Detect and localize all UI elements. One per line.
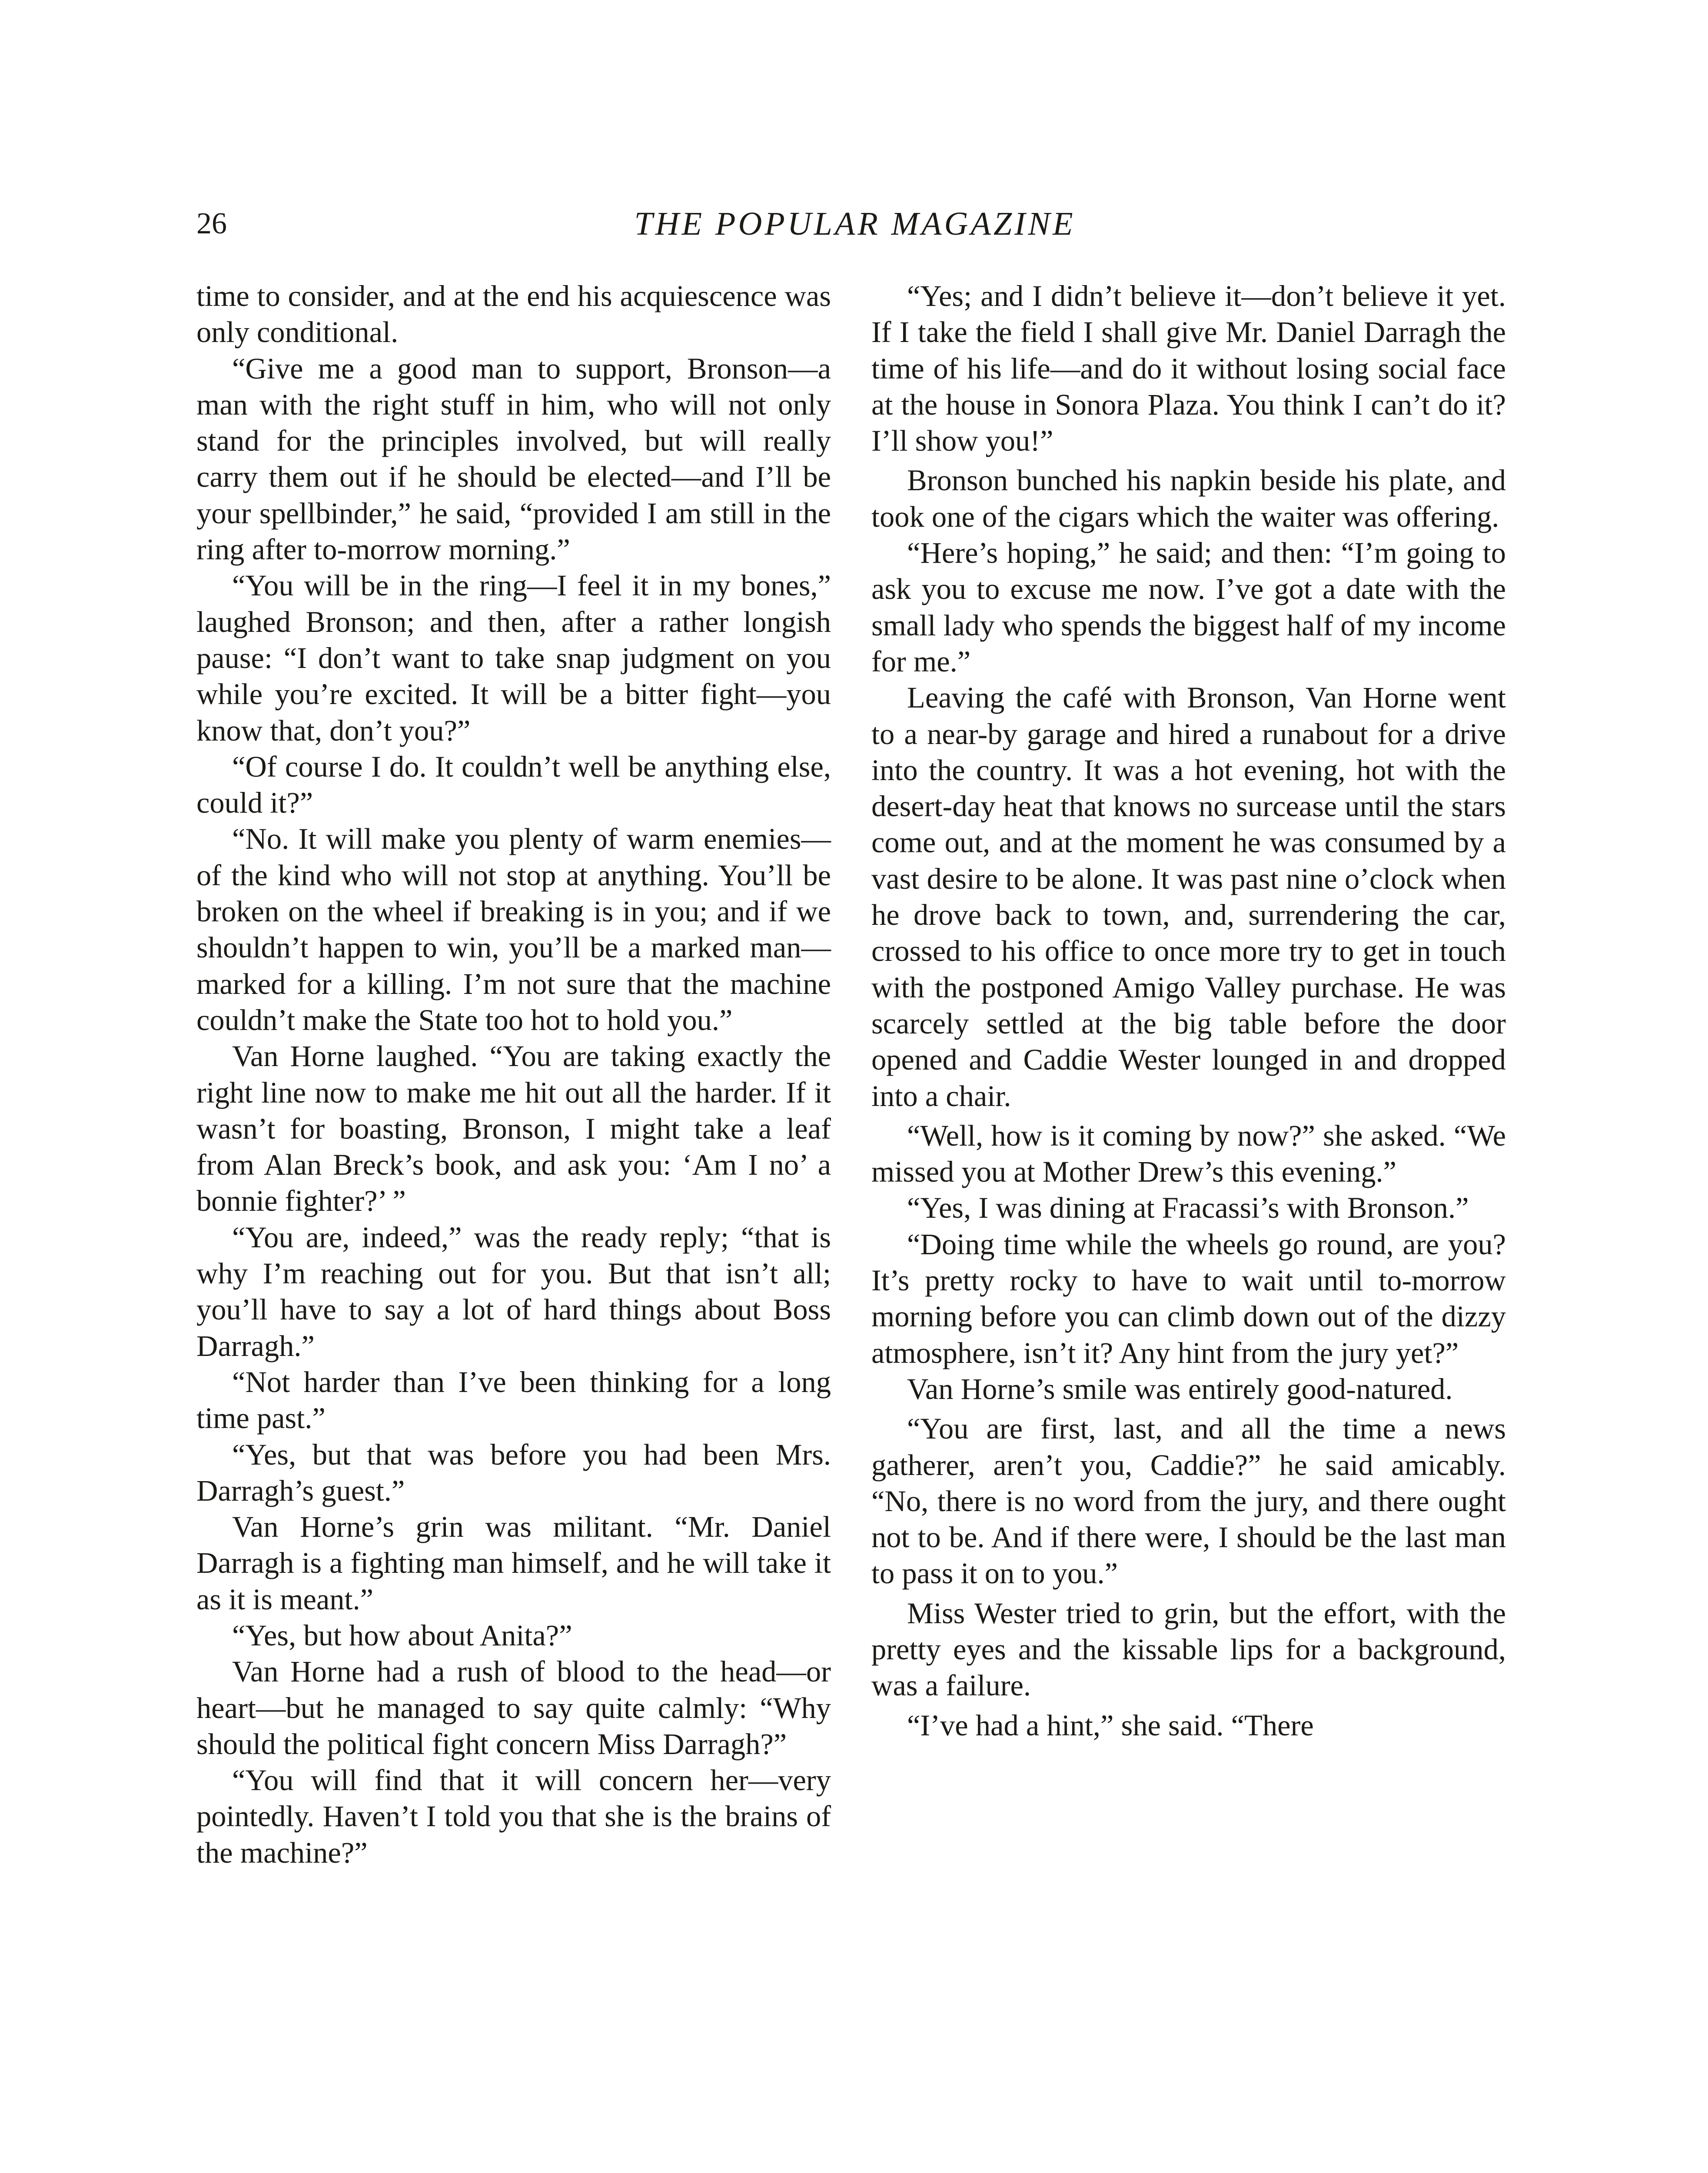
paragraph: Van Horne laughed. “You are taking exactly the right line now to make me hit out all the harder. If it wasn’t for boasting, Bronson, I might take a leaf from Alan Breck’s book, and ask you: ‘Am I no’ a bonnie fighter?’ ” (196, 1040, 831, 1218)
paragraph: “Not harder than I’ve been thinking for a long time past.” (196, 1365, 831, 1435)
paragraph: “Here’s hoping,” he said; and then: “I’m going to ask you to excuse me now. I’ve got a date with the small lady who spends the biggest half of my income for me.” (871, 536, 1506, 678)
running-head (196, 200, 1513, 248)
paragraph: “Yes, I was dining at Fracassi’s with Bronson.” (907, 1191, 1469, 1225)
paragraph: “Of course I do. It couldn’t well be anything else, could it?” (196, 750, 831, 820)
magazine-title: THE POPULAR MAGAZINE (634, 206, 1076, 242)
paragraph: “Give me a good man to support, Bronson—a man with the right stuff in him, who will not only stand for the principles involved, but will really carry them out if he should be elected—and I’ll be your spellbinder,” he said, “provided I am still in the ring after to-morrow morning.” (196, 352, 831, 566)
paragraph: “You will find that it will concern her—very pointedly. Haven’t I told you that she is the brains of the machine?” (196, 1764, 831, 1869)
paragraph: Van Horne’s grin was militant. “Mr. Daniel Darragh is a fighting man himself, and he will take it as it is meant.” (196, 1510, 831, 1616)
paragraph: “You are, indeed,” was the ready reply; “that is why I’m reaching out for you. But that isn’t all; you’ll have to say a lot of hard things about Boss Darragh.” (196, 1220, 831, 1362)
paragraph: Bronson bunched his napkin beside his plate, and took one of the cigars which the waiter was offering. (871, 464, 1506, 533)
page-number: 26 (196, 207, 227, 240)
paragraph: “You are first, last, and all the time a news gatherer, aren’t you, Caddie?” he said amicably. “No, there is no word from the jury, and there ought not to be. And if there were, I should be the last man to pass it on to you.” (871, 1412, 1506, 1590)
right-column (871, 278, 1506, 1744)
paragraph: Van Horne had a rush of blood to the head—or heart—but he managed to say quite calmly: “Why should the political fight concern Miss Darragh?” (196, 1655, 831, 1761)
paragraph: Van Horne’s smile was entirely good-natured. (907, 1372, 1453, 1405)
paragraph: “Yes, but how about Anita?” (232, 1618, 572, 1652)
paragraph: “Well, how is it coming by now?” she asked. “We missed you at Mother Drew’s this evening.” (871, 1119, 1506, 1189)
paragraph: “Yes; and I didn’t believe it—don’t believe it yet. If I take the field I shall give Mr. Daniel Darragh the time of his life—and do it without losing social face at the house in Sonora Plaza. You think I can’t do it? I’ll show you!” (871, 279, 1506, 458)
paragraph: “Yes, but that was before you had been Mrs. Darragh’s guest.” (196, 1438, 831, 1507)
paragraph: Leaving the café with Bronson, Van Horne went to a near-by garage and hired a runabout for a drive into the country. It was a hot evening, hot with the desert-day heat that knows no surcease until the stars come out, and at the moment he was consumed by a vast desire to be alone. It was past nine o’clock when he drove back to town, and, surrendering the car, crossed to his office to once more try to get in touch with the postponed Amigo Valley purchase. He was scarcely settled at the big table before the door opened and Caddie Wester lounged in and dropped into a chair. (871, 681, 1506, 1113)
paragraph: Miss Wester tried to grin, but the effort, with the pretty eyes and the kissable lips for a background, was a failure. (871, 1596, 1506, 1702)
paragraph: “I’ve had a hint,” she said. “There (907, 1708, 1314, 1742)
paragraph: “Doing time while the wheels go round, are you? It’s pretty rocky to have to wait until to-morrow morning before you can climb down out of the dizzy atmosphere, isn’t it? Any hint from the jury yet?” (871, 1227, 1506, 1369)
paragraph: “You will be in the ring—I feel it in my bones,” laughed Bronson; and then, after a rather longish pause: “I don’t want to take snap judgment on you while you’re excited. It will be a bitter fight—you know that, don’t you?” (196, 569, 831, 747)
paragraph: time to consider, and at the end his acquiescence was only conditional. (196, 279, 831, 349)
paragraph: “No. It will make you plenty of warm enemies—of the kind who will not stop at anything. You’ll be broken on the wheel if breaking is in you; and if we shouldn’t happen to win, you’ll be a marked man—marked for a killing. I’m not sure that the machine couldn’t make the State too hot to hold you.” (196, 822, 831, 1037)
left-column (196, 278, 831, 1871)
